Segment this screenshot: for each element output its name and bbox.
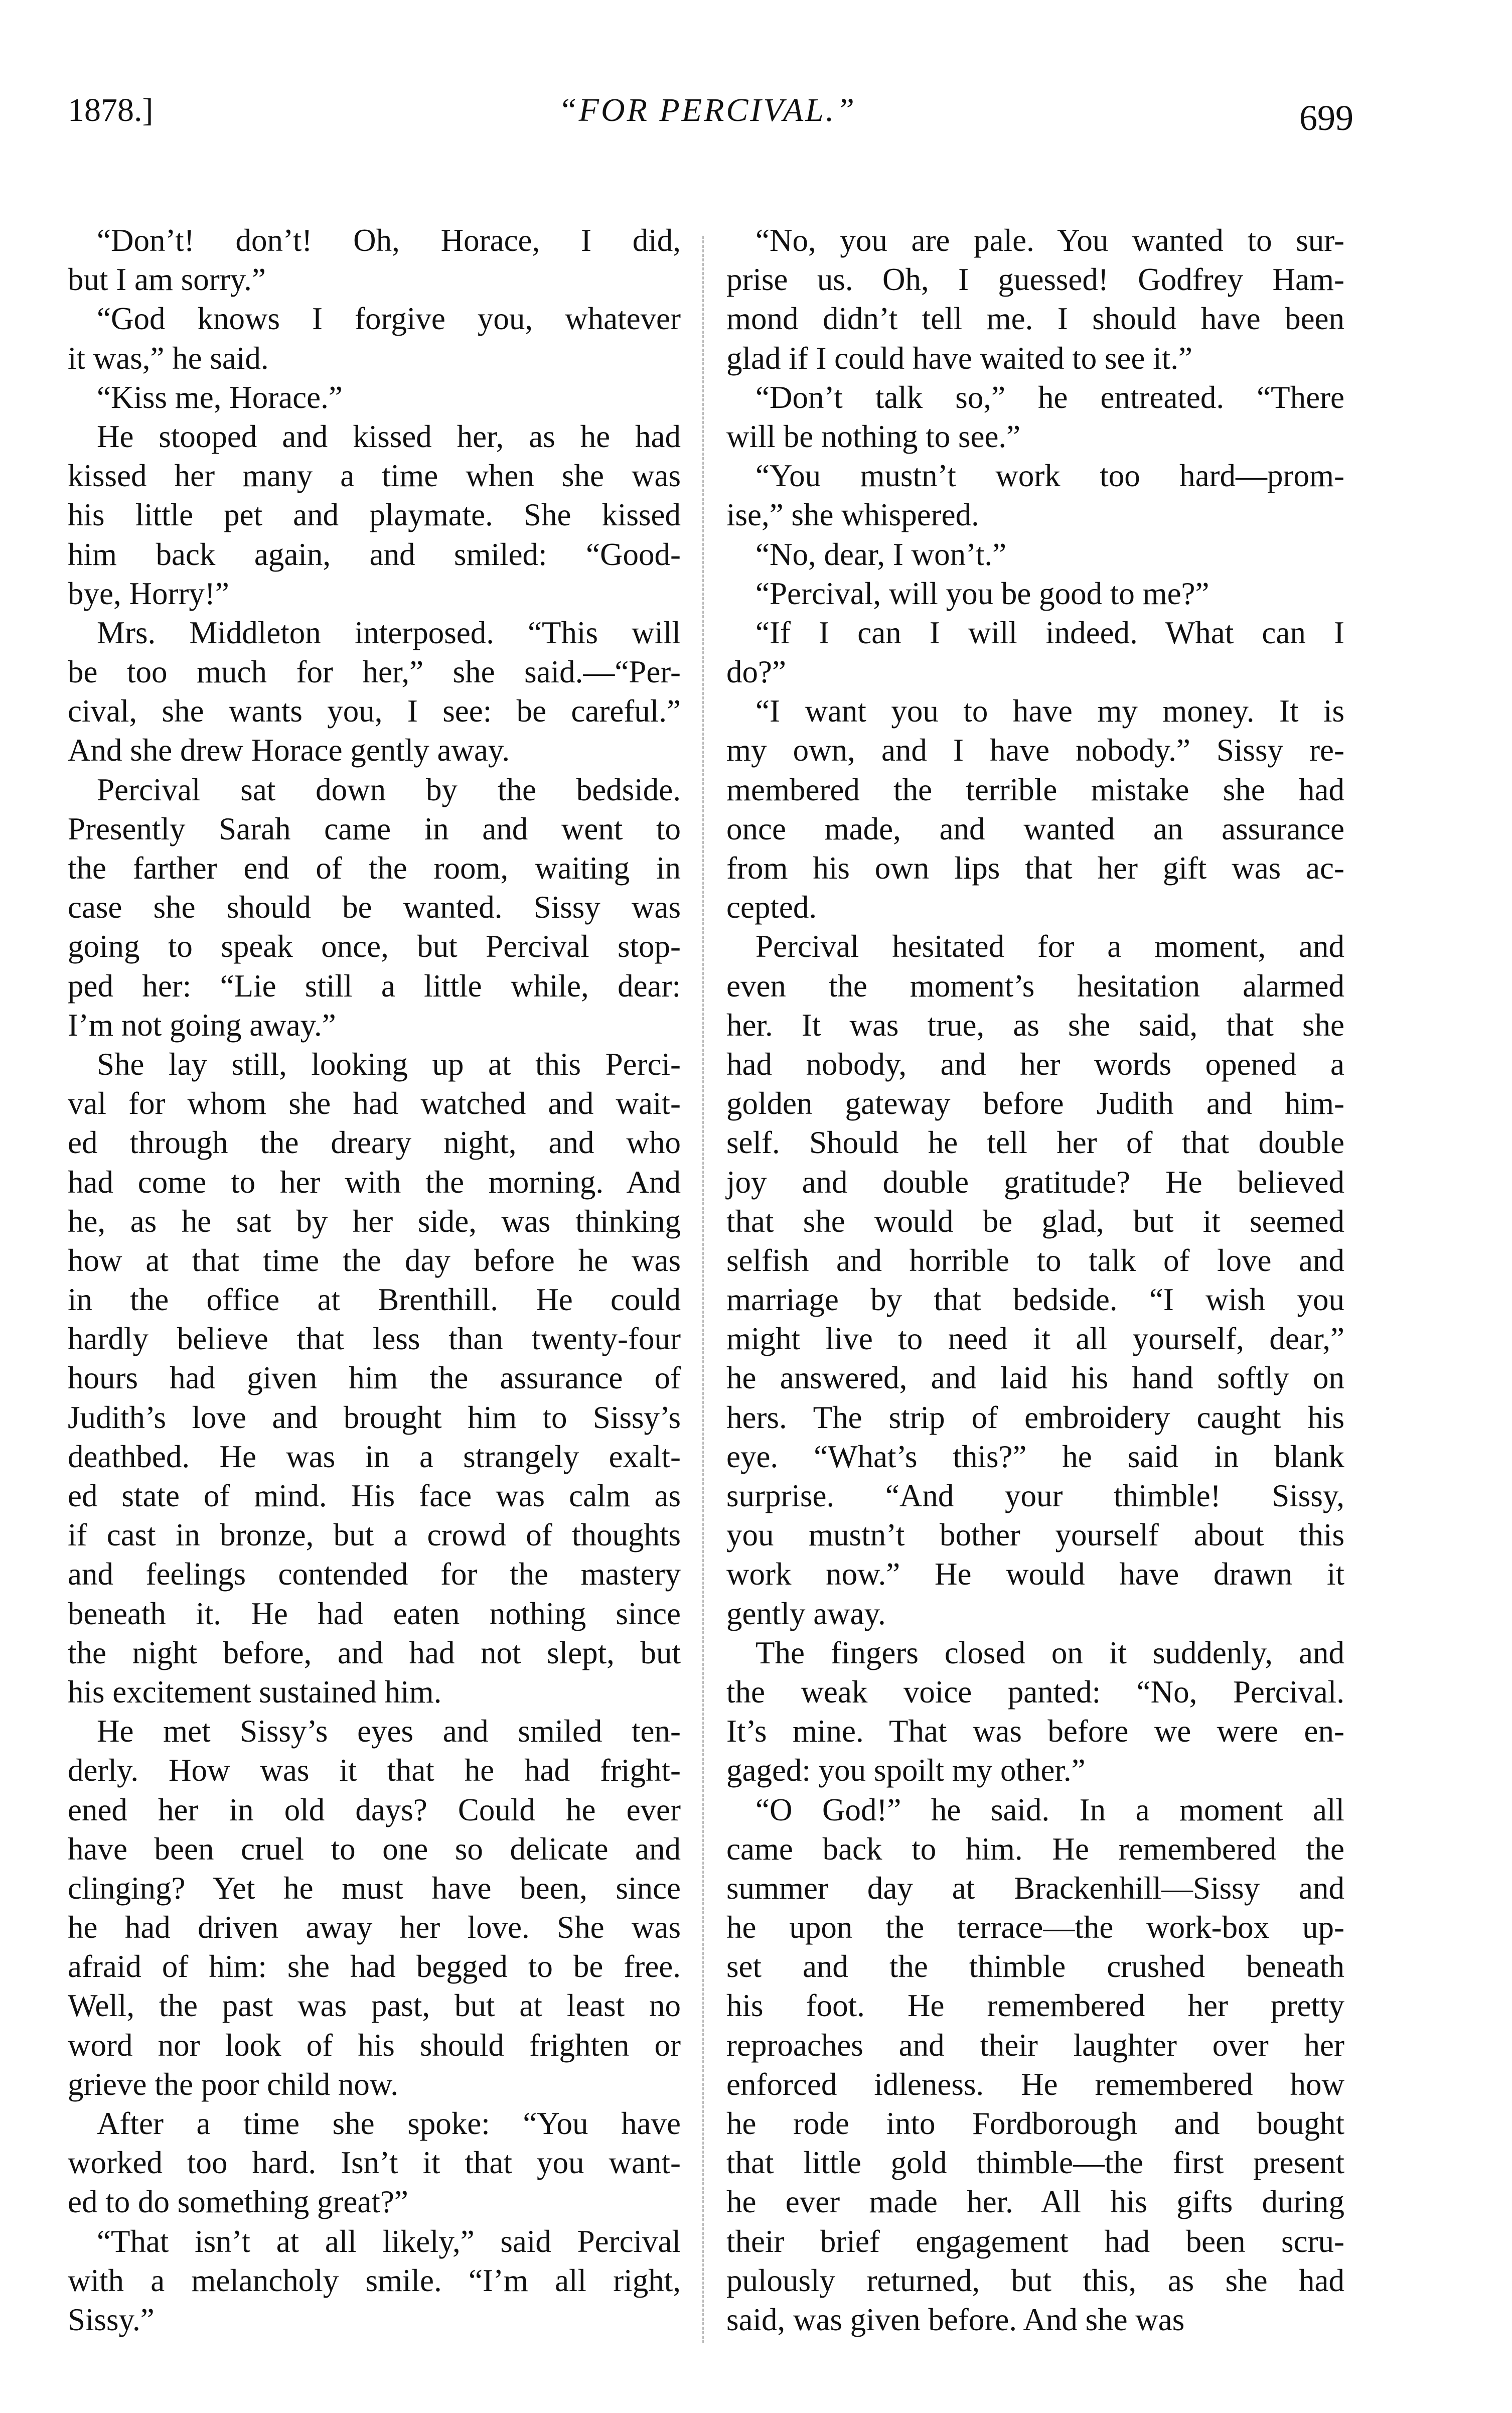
text-line: I’m not going away.” [68,1007,336,1043]
text-line: once made, and wanted an assurance [726,811,1344,846]
text-line: beneath it. He had eaten nothing since [68,1596,681,1631]
text-line: “Don’t! don’t! Oh, Horace, I did, [97,223,681,258]
text-line: with a melancholy smile. “I’m all right, [68,2262,681,2298]
text-line: glad if I could have waited to see it.” [726,340,1192,376]
text-line: ed to do something great?” [68,2184,408,2220]
text-line: he rode into Fordborough and bought [726,2106,1344,2141]
text-line: case she should be wanted. Sissy was [68,890,681,925]
text-line: the farther end of the room, waiting in [68,850,681,886]
text-line: the weak voice panted: “No, Percival. [726,1674,1344,1710]
text-line: “O God!” he said. In a moment all [755,1792,1344,1827]
text-line: kissed her many a time when she was [68,458,681,494]
text-line: might live to need it all yourself, dear,” [726,1321,1344,1357]
text-line: selfish and horrible to talk of love and [726,1242,1344,1278]
text-line: The fingers closed on it suddenly, and [755,1635,1344,1670]
paragraph [68,613,681,770]
text-line: “If I can I will indeed. What can I [755,615,1344,650]
paragraph [726,378,1344,456]
text-line: prise us. Oh, I guessed! Godfrey Ham- [726,262,1344,298]
text-line: enforced idleness. He remembered how [726,2066,1344,2102]
text-line: reproaches and their laughter over her [726,2027,1344,2063]
text-line: said, was given before. And she was [726,2302,1185,2337]
text-line: going to speak once, but Percival stop- [68,929,681,964]
paragraph [68,378,681,417]
text-line: bye, Horry!” [68,576,229,611]
text-line: “Don’t talk so,” he entreated. “There [755,379,1344,415]
text-line: mond didn’t tell me. I should have been [726,301,1344,337]
text-line: gaged: you spoilt my other.” [726,1753,1086,1788]
text-line: his little pet and playmate. She kissed [68,497,681,533]
paragraph [726,535,1344,574]
text-line: Percival hesitated for a moment, and [755,929,1344,964]
column-divider [702,236,704,2343]
text-line: how at that time the day before he was [68,1242,681,1278]
text-line: “No, dear, I won’t.” [755,536,1007,572]
paragraph [726,613,1344,691]
text-line: his foot. He remembered her pretty [726,1988,1344,2024]
text-line: he had driven away her love. She was [68,1910,681,1945]
text-line: “Kiss me, Horace.” [97,379,343,415]
text-line: my own, and I have nobody.” Sissy re- [726,733,1344,768]
text-line: if cast in bronze, but a crowd of thoughts [68,1517,681,1553]
text-line: their brief engagement had been scru- [726,2223,1344,2259]
paragraph [68,770,681,1045]
text-line: ped her: “Lie still a little while, dear: [68,968,681,1004]
text-line: ed state of mind. His face was calm as [68,1478,681,1513]
running-head-date: 1878.] [68,92,154,128]
text-line: had nobody, and her words opened a [726,1046,1344,1082]
paragraph [68,2222,681,2340]
running-head-title: “FOR PERCIVAL.” [558,92,857,128]
paragraph [726,456,1344,534]
text-line: will be nothing to see.” [726,418,1021,454]
paragraph [726,574,1344,613]
text-line: came back to him. He remembered the [726,1831,1344,1867]
text-line: he answered, and laid his hand softly on [726,1360,1344,1396]
text-line: hours had given him the assurance of [68,1360,681,1396]
paragraph [68,221,681,299]
text-line: Percival sat down by the bedside. [97,772,681,807]
text-line: in the office at Brenthill. He could [68,1282,681,1318]
paragraph [68,299,681,377]
text-line: Judith’s love and brought him to Sissy’s [68,1399,681,1435]
text-line: val for whom she had watched and wait- [68,1086,681,1121]
text-line: “You mustn’t work too hard—prom- [755,458,1344,494]
text-line: pulously returned, but this, as she had [726,2262,1344,2298]
text-line: gently away. [726,1596,886,1631]
text-line: self. Should he tell her of that double [726,1125,1344,1161]
text-line: “That isn’t at all likely,” said Percival [97,2223,681,2259]
paragraph [726,927,1344,1633]
text-line: that little gold thimble—the first present [726,2145,1344,2181]
text-line: from his own lips that her gift was ac- [726,850,1344,886]
text-line: be too much for her,” she said.—“Per- [68,654,681,690]
text-line: worked too hard. Isn’t it that you want- [68,2145,681,2181]
text-line: Sissy.” [68,2302,155,2337]
text-line: you mustn’t bother yourself about this [726,1517,1344,1553]
text-line: he, as he sat by her side, was thinking [68,1203,681,1239]
text-line: ed through the dreary night, and who [68,1125,681,1161]
text-line: hers. The strip of embroidery caught his [726,1399,1344,1435]
text-line: it was,” he said. [68,340,269,376]
text-line: afraid of him: she had begged to be free. [68,1949,681,1984]
paragraph [726,691,1344,927]
text-line: deathbed. He was in a strangely exalt- [68,1439,681,1474]
text-line: “God knows I forgive you, whatever [97,301,681,337]
text-line: his excitement sustained him. [68,1674,442,1710]
text-line: grieve the poor child now. [68,2066,398,2102]
text-line: Presently Sarah came in and went to [68,811,681,846]
text-line: cival, she wants you, I see: be careful.” [68,693,681,729]
text-line: marriage by that bedside. “I wish you [726,1282,1344,1318]
text-line: had come to her with the morning. And [68,1164,681,1200]
text-line: She lay still, looking up at this Perci- [97,1046,681,1082]
text-line: eye. “What’s this?” he said in blank [726,1439,1344,1474]
text-line: membered the terrible mistake she had [726,772,1344,807]
text-line: “I want you to have my money. It is [755,693,1344,729]
text-line: ise,” she whispered. [726,497,979,533]
text-line: he ever made her. All his gifts during [726,2184,1344,2220]
text-line: joy and double gratitude? He believed [726,1164,1344,1200]
text-line: golden gateway before Judith and him- [726,1086,1344,1121]
text-line: the night before, and had not slept, but [68,1635,681,1670]
text-line: clinging? Yet he must have been, since [68,1870,681,1906]
text-line: have been cruel to one so delicate and [68,1831,681,1867]
text-line: her. It was true, as she said, that she [726,1007,1344,1043]
paragraph [726,1633,1344,1790]
paragraph [68,2104,681,2222]
text-line: derly. How was it that he had fright- [68,1753,681,1788]
paragraph [726,1790,1344,2340]
text-line: and feelings contended for the mastery [68,1556,681,1592]
paragraph [68,417,681,613]
text-line: ened her in old days? Could he ever [68,1792,681,1827]
paragraph [726,221,1344,378]
text-line: him back again, and smiled: “Good- [68,536,681,572]
text-line: do?” [726,654,786,690]
text-line: And she drew Horace gently away. [68,733,510,768]
text-line: hardly believe that less than twenty-four [68,1321,681,1357]
text-line: summer day at Brackenhill—Sissy and [726,1870,1344,1906]
text-line: He met Sissy’s eyes and smiled ten- [97,1714,681,1749]
paragraph [68,1045,681,1712]
text-line: He stooped and kissed her, as he had [97,418,681,454]
text-line: but I am sorry.” [68,262,266,298]
text-column-right [726,221,1344,2339]
text-line: “Percival, will you be good to me?” [755,576,1209,611]
text-line: even the moment’s hesitation alarmed [726,968,1344,1004]
text-line: Mrs. Middleton interposed. “This will [97,615,681,650]
text-line: surprise. “And your thimble! Sissy, [726,1478,1344,1513]
text-column-left [68,221,681,2339]
text-line: work now.” He would have drawn it [726,1556,1344,1592]
text-line: that she would be glad, but it seemed [726,1203,1344,1239]
text-line: cepted. [726,890,817,925]
text-line: It’s mine. That was before we were en- [726,1714,1344,1749]
text-line: “No, you are pale. You wanted to sur- [755,223,1344,258]
paragraph [68,1712,681,2104]
page-number: 699 [1299,98,1353,138]
text-line: he upon the terrace—the work-box up- [726,1910,1344,1945]
text-line: word nor look of his should frighten or [68,2027,681,2063]
text-line: Well, the past was past, but at least no [68,1988,681,2024]
text-line: set and the thimble crushed beneath [726,1949,1344,1984]
text-line: After a time she spoke: “You have [97,2106,681,2141]
